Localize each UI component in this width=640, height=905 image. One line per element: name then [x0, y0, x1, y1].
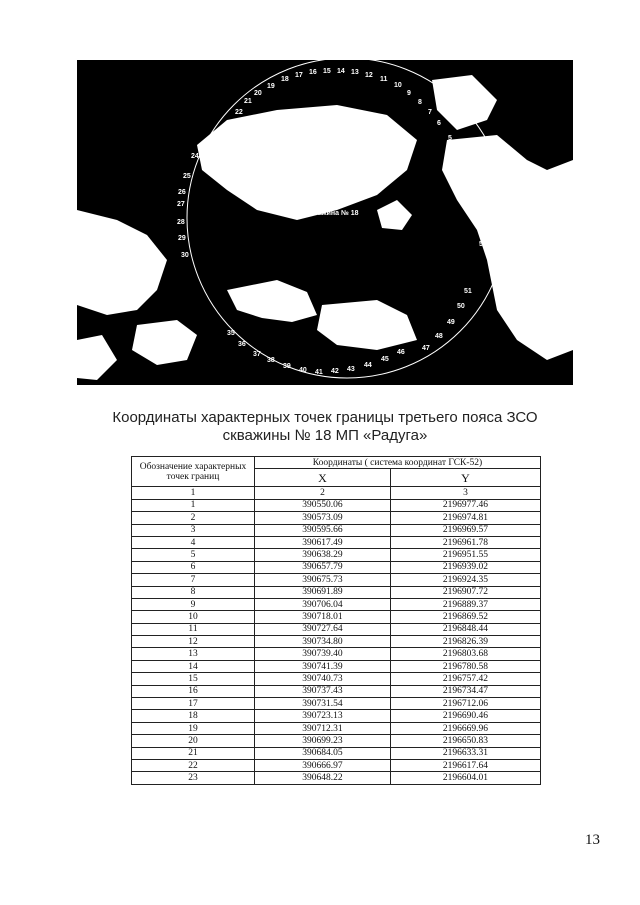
x-cell: 390684.05 [255, 747, 391, 759]
table-row [132, 524, 541, 536]
point-label: 10 [394, 82, 402, 89]
point-id-cell: 11 [132, 623, 255, 635]
table-row [132, 574, 541, 586]
x-cell: 390699.23 [255, 735, 391, 747]
y-cell: 2196951.55 [390, 549, 540, 561]
point-label: 1 [483, 211, 487, 218]
point-label: 18 [281, 76, 289, 83]
y-cell: 2196924.35 [390, 574, 540, 586]
point-label: 27 [177, 201, 185, 208]
point-label: 20 [254, 90, 262, 97]
col-number: 3 [390, 487, 540, 499]
point-label: 21 [244, 98, 252, 105]
point-id-cell: 20 [132, 735, 255, 747]
y-cell: 2196734.47 [390, 685, 540, 697]
point-id-cell: 1 [132, 499, 255, 511]
col-number: 2 [255, 487, 391, 499]
point-label: 48 [435, 333, 443, 340]
table-row [132, 586, 541, 598]
point-label: 46 [397, 349, 405, 356]
table-row [132, 623, 541, 635]
point-label: 38 [267, 357, 275, 364]
x-cell: 390734.80 [255, 636, 391, 648]
table-row [132, 499, 541, 511]
point-id-cell: 9 [132, 598, 255, 610]
caption-line-1: Координаты характерных точек границы третьего пояса ЗСО [112, 409, 538, 426]
point-label: 26 [178, 189, 186, 196]
y-cell: 2196617.64 [390, 759, 540, 771]
point-id-cell: 16 [132, 685, 255, 697]
point-label: 51 [464, 288, 472, 295]
y-cell: 2196939.02 [390, 561, 540, 573]
point-label: 13 [351, 69, 359, 76]
point-id-cell: 18 [132, 710, 255, 722]
x-cell: 390573.09 [255, 512, 391, 524]
table-row [132, 660, 541, 672]
point-id-cell: 8 [132, 586, 255, 598]
point-label: 25 [183, 173, 191, 180]
point-label: 41 [315, 369, 323, 376]
point-label: 2 [479, 194, 483, 201]
point-label: 5 [448, 135, 452, 142]
point-label: 47 [422, 345, 430, 352]
point-label: 17 [295, 72, 303, 79]
x-cell: 390718.01 [255, 611, 391, 623]
point-label: 28 [177, 219, 185, 226]
x-cell: 390595.66 [255, 524, 391, 536]
point-label: 55 [479, 226, 487, 233]
col-number: 1 [132, 487, 255, 499]
point-label: 12 [365, 72, 373, 79]
table-row [132, 536, 541, 548]
caption-line-2: скважины № 18 МП «Радуга» [222, 427, 428, 444]
point-id-cell: 3 [132, 524, 255, 536]
point-id-cell: 13 [132, 648, 255, 660]
point-label: 14 [337, 68, 345, 75]
y-cell: 2196712.06 [390, 698, 540, 710]
point-label: 9 [407, 90, 411, 97]
x-cell: 390723.13 [255, 710, 391, 722]
point-label: 37 [253, 351, 261, 358]
map-image [77, 60, 573, 385]
point-id-cell: 12 [132, 636, 255, 648]
table-row [132, 735, 541, 747]
table-row [132, 561, 541, 573]
point-label: 36 [238, 341, 246, 348]
y-cell: 2196977.46 [390, 499, 540, 511]
x-cell: 390648.22 [255, 772, 391, 784]
y-cell: 2196907.72 [390, 586, 540, 598]
page-number: 13 [585, 832, 600, 848]
x-cell: 390617.49 [255, 536, 391, 548]
x-header: X [255, 469, 391, 487]
y-cell: 2196604.01 [390, 772, 540, 784]
map-svg [77, 60, 573, 385]
y-cell: 2196650.83 [390, 735, 540, 747]
point-id-cell: 7 [132, 574, 255, 586]
x-cell: 390706.04 [255, 598, 391, 610]
point-id-cell: 2 [132, 512, 255, 524]
point-id-cell: 17 [132, 698, 255, 710]
x-cell: 390712.31 [255, 722, 391, 734]
x-cell: 390657.79 [255, 561, 391, 573]
y-cell: 2196974.81 [390, 512, 540, 524]
x-cell: 390737.43 [255, 685, 391, 697]
x-cell: 390691.89 [255, 586, 391, 598]
table-body [132, 499, 541, 784]
point-id-cell: 21 [132, 747, 255, 759]
table-row [132, 747, 541, 759]
point-id-cell: 5 [132, 549, 255, 561]
y-cell: 2196969.57 [390, 524, 540, 536]
point-label: 15 [323, 68, 331, 75]
point-label: 45 [381, 356, 389, 363]
point-label: 29 [178, 235, 186, 242]
table-row [132, 611, 541, 623]
x-cell: 390727.64 [255, 623, 391, 635]
point-label: 11 [380, 76, 388, 83]
coords-header: Координаты ( система координат ГСК-52) [255, 457, 541, 469]
y-cell: 2196826.39 [390, 636, 540, 648]
table-row [132, 512, 541, 524]
y-cell: 2196869.52 [390, 611, 540, 623]
table-row [132, 673, 541, 685]
x-cell: 390675.73 [255, 574, 391, 586]
point-id-cell: 10 [132, 611, 255, 623]
table-row [132, 549, 541, 561]
point-label: 30 [181, 252, 189, 259]
point-id-cell: 4 [132, 536, 255, 548]
y-cell: 2196669.96 [390, 722, 540, 734]
table-row [132, 685, 541, 697]
point-label: 19 [267, 83, 275, 90]
point-id-cell: 23 [132, 772, 255, 784]
coordinates-table [131, 456, 541, 785]
point-id-cell: 19 [132, 722, 255, 734]
point-label: 39 [283, 363, 291, 370]
point-label: 6 [437, 120, 441, 127]
x-cell: 390739.40 [255, 648, 391, 660]
y-cell: 2196889.37 [390, 598, 540, 610]
point-label: 16 [309, 69, 317, 76]
y-cell: 2196690.46 [390, 710, 540, 722]
x-cell: 390638.29 [255, 549, 391, 561]
x-cell: 390741.39 [255, 660, 391, 672]
table-row [132, 759, 541, 771]
point-label: 8 [418, 99, 422, 106]
y-cell: 2196803.68 [390, 648, 540, 660]
point-label: 40 [299, 367, 307, 374]
table-row [132, 698, 541, 710]
point-label: 23 [227, 121, 235, 128]
y-cell: 2196780.58 [390, 660, 540, 672]
point-id-cell: 6 [132, 561, 255, 573]
point-label: 42 [331, 368, 339, 375]
point-id-cell: 22 [132, 759, 255, 771]
point-label: 43 [347, 366, 355, 373]
point-label: 22 [235, 109, 243, 116]
point-label: 3 [475, 178, 479, 185]
x-cell: 390731.54 [255, 698, 391, 710]
table-row [132, 722, 541, 734]
y-header: Y [390, 469, 540, 487]
point-label: 4 [480, 160, 484, 167]
point-label: 49 [447, 319, 455, 326]
x-cell: 390666.97 [255, 759, 391, 771]
point-label: 35 [227, 330, 235, 337]
point-label: 54 [479, 241, 487, 248]
y-cell: 2196961.78 [390, 536, 540, 548]
point-label: 44 [364, 362, 372, 369]
table-row [132, 648, 541, 660]
x-cell: 390740.73 [255, 673, 391, 685]
y-cell: 2196757.42 [390, 673, 540, 685]
table-row [132, 636, 541, 648]
x-cell: 390550.06 [255, 499, 391, 511]
point-label: 7 [428, 109, 432, 116]
table-row [132, 598, 541, 610]
col1-header: Обозначение характерных точек границ [132, 457, 255, 487]
point-id-cell: 15 [132, 673, 255, 685]
point-id-cell: 14 [132, 660, 255, 672]
y-cell: 2196633.31 [390, 747, 540, 759]
point-label: 50 [457, 303, 465, 310]
point-label: 24 [191, 153, 199, 160]
y-cell: 2196848.44 [390, 623, 540, 635]
well-label: Скважина № 18 [305, 210, 359, 217]
table-row [132, 710, 541, 722]
table-row [132, 772, 541, 784]
